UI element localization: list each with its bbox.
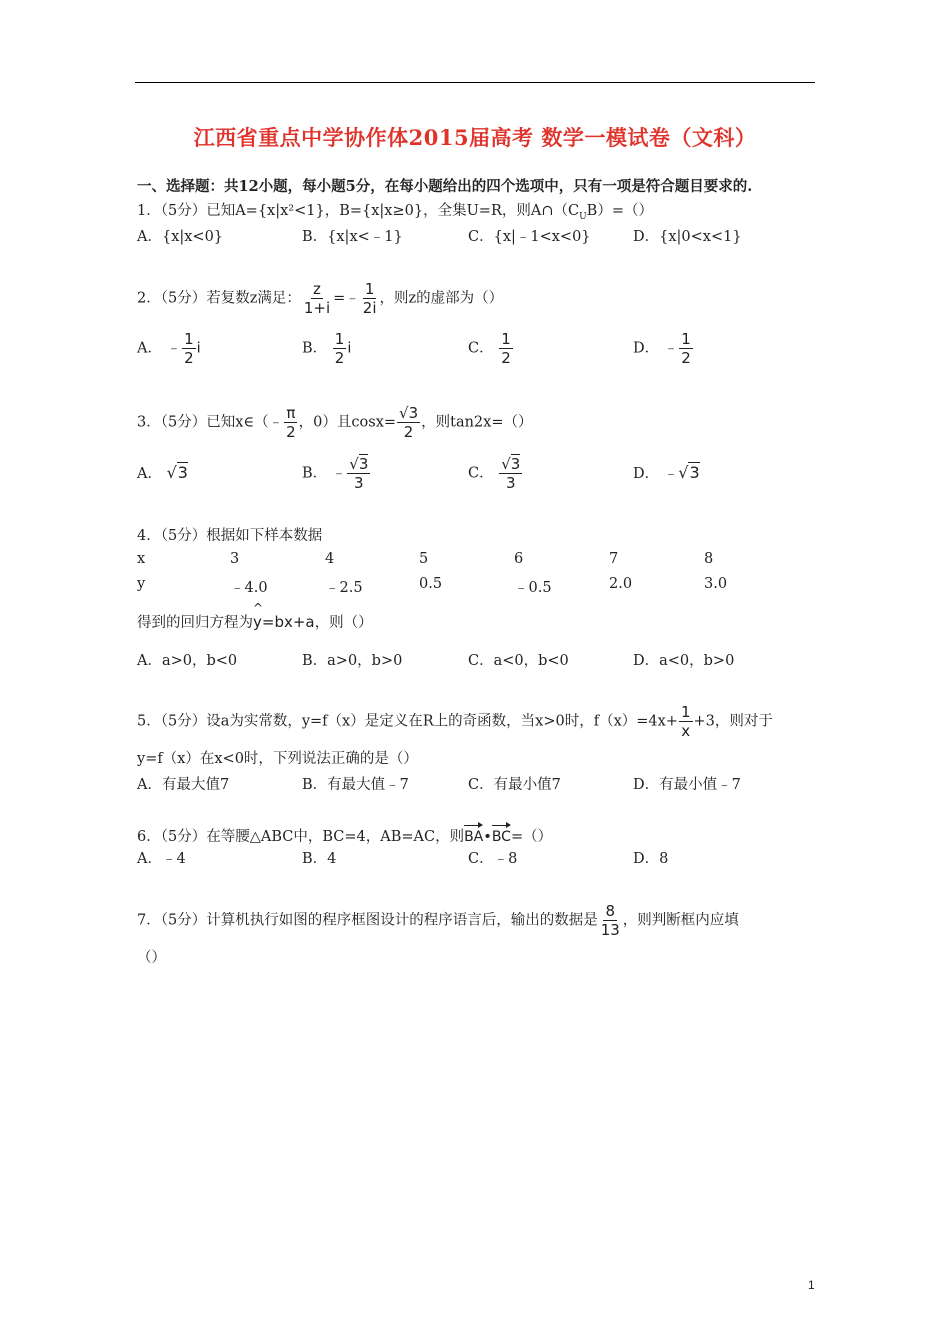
q3-option-a: A． √3 xyxy=(137,463,188,482)
q6-option-a: A．﹣4 xyxy=(137,851,186,867)
fraction: $\frac{1}{2}$ xyxy=(681,330,691,367)
fraction: $\frac{z}{1+i}$ xyxy=(303,280,331,317)
table-y-cell: 0.5 xyxy=(419,576,443,592)
fraction: $\frac{√3}{3}$ xyxy=(349,455,369,492)
question-7-stem: 7．（5分）计算机执行如图的程序框图设计的程序语言后，输出的数据是 $\frac{8}{13}$ ，则判断框内应填 xyxy=(137,902,739,939)
table-y-cell: 2.0 xyxy=(609,576,633,592)
q2-option-d: D． ﹣ $\frac{1}{2}$ xyxy=(633,330,691,367)
question-5-stem: 5．（5分）设a为实常数，y=f（x）是定义在R上的奇函数，当x>0时，f（x）=4x+ $\frac{1}{x}$ +3，则对于 xyxy=(137,703,773,740)
table-x-cell: 4 xyxy=(325,551,335,567)
table-y-cell: ﹣0.5 xyxy=(514,580,552,596)
q2-option-a: A． ﹣ $\frac{1}{2}$ i xyxy=(137,330,201,367)
question-7-line2: （） xyxy=(137,950,166,966)
sqrt: √3 xyxy=(678,463,700,482)
q4-option-b: B．a>0，b>0 xyxy=(302,653,403,669)
q3-option-d: D． ﹣√3 xyxy=(633,463,700,482)
q4-option-a: A．a>0，b<0 xyxy=(137,653,238,669)
vector-bc: BC xyxy=(492,824,511,847)
q4-option-d: D．a<0，b>0 xyxy=(633,653,735,669)
fraction: $\frac{1}{2}$ xyxy=(501,330,511,367)
table-x-label: x xyxy=(137,551,146,567)
q1-option-b: B．{x|x<﹣1} xyxy=(302,229,403,245)
q6-option-b: B．4 xyxy=(302,851,337,867)
q1-option-d: D．{x|0<x<1} xyxy=(633,229,742,245)
table-x-cell: 6 xyxy=(514,551,524,567)
q3-option-c: C． $\frac{√3}{3}$ xyxy=(468,455,521,492)
header-rule xyxy=(135,82,815,83)
fraction: $\frac{1}{2}$ xyxy=(184,330,194,367)
q1-option-a: A．{x|x<0} xyxy=(137,229,224,245)
table-y-cell: 3.0 xyxy=(704,576,728,592)
regression-line: 得到的回归方程为 ^ y=bx+a，则（） xyxy=(137,601,373,631)
q2-option-c: C． $\frac{1}{2}$ xyxy=(468,330,511,367)
q5-option-b: B．有最大值﹣7 xyxy=(302,777,409,793)
q4-option-c: C．a<0，b<0 xyxy=(468,653,569,669)
table-y-cell: ﹣4.0 xyxy=(230,580,268,596)
question-2-stem: 2．（5分）若复数z满足： $\frac{z}{1+i}$ =﹣ $\frac{1}{2i}$ ，则z的虚部为（） xyxy=(137,280,504,317)
question-3-stem: 3．（5分）已知x∈（﹣ $\frac{\pi}{2}$ ，0）且cosx= $\frac{√3}{2}$ ，则tan2x=（） xyxy=(137,404,533,441)
q1-option-c: C．{x|﹣1<x<0} xyxy=(468,229,591,245)
q5-option-a: A．有最大值7 xyxy=(137,777,230,793)
vector-ba: BA xyxy=(464,824,483,847)
question-1-stem: 1．（5分）已知A={x|x²<1}，B={x|x≥0}，全集U=R，则$A\cap(C_UB)=()$ xyxy=(137,203,653,222)
page-title: 江西省重点中学协作体2015届高考 数学一模试卷（文科） xyxy=(193,125,757,150)
fraction: $\frac{1}{2i}$ xyxy=(362,280,377,317)
q2-option-b: B． $\frac{1}{2}$ i xyxy=(302,330,352,367)
table-y-cell: ﹣2.5 xyxy=(325,580,363,596)
question-5-line2: y=f（x）在x<0时，下列说法正确的是（） xyxy=(137,751,418,767)
table-x-cell: 5 xyxy=(419,551,429,567)
q6-option-d: D．8 xyxy=(633,851,669,867)
table-x-cell: 7 xyxy=(609,551,619,567)
fraction: $\frac{1}{2}$ xyxy=(334,330,345,367)
question-4-stem: 4．（5分）根据如下样本数据 xyxy=(137,528,323,544)
fraction: $\frac{8}{13}$ xyxy=(600,902,620,939)
table-x-cell: 3 xyxy=(230,551,240,567)
q3-option-b: B． ﹣ $\frac{√3}{3}$ xyxy=(302,455,369,492)
fraction: $\frac{√3}{3}$ xyxy=(501,455,521,492)
fraction: $\frac{√3}{2}$ xyxy=(399,404,419,441)
sqrt: √3 xyxy=(166,463,188,482)
fraction: $\frac{1}{x}$ xyxy=(680,703,691,740)
table-x-cell: 8 xyxy=(704,551,714,567)
question-6-stem: 6．（5分）在等腰△ABC中，BC=4，AB=AC，则BA•BC=（） xyxy=(137,824,552,847)
page-number: 1 xyxy=(808,1278,815,1292)
regression-equation: ^ y=bx+a xyxy=(253,601,315,631)
q6-option-c: C．﹣8 xyxy=(468,851,518,867)
q5-option-d: D．有最小值﹣7 xyxy=(633,777,741,793)
table-y-label: y xyxy=(137,576,146,592)
section-heading: 一、选择题：共12小题，每小题5分，在每小题给出的四个选项中，只有一项是符合题目要求的. xyxy=(137,178,753,195)
q5-option-c: C．有最小值7 xyxy=(468,777,561,793)
fraction: $\frac{\pi}{2}$ xyxy=(286,404,296,441)
